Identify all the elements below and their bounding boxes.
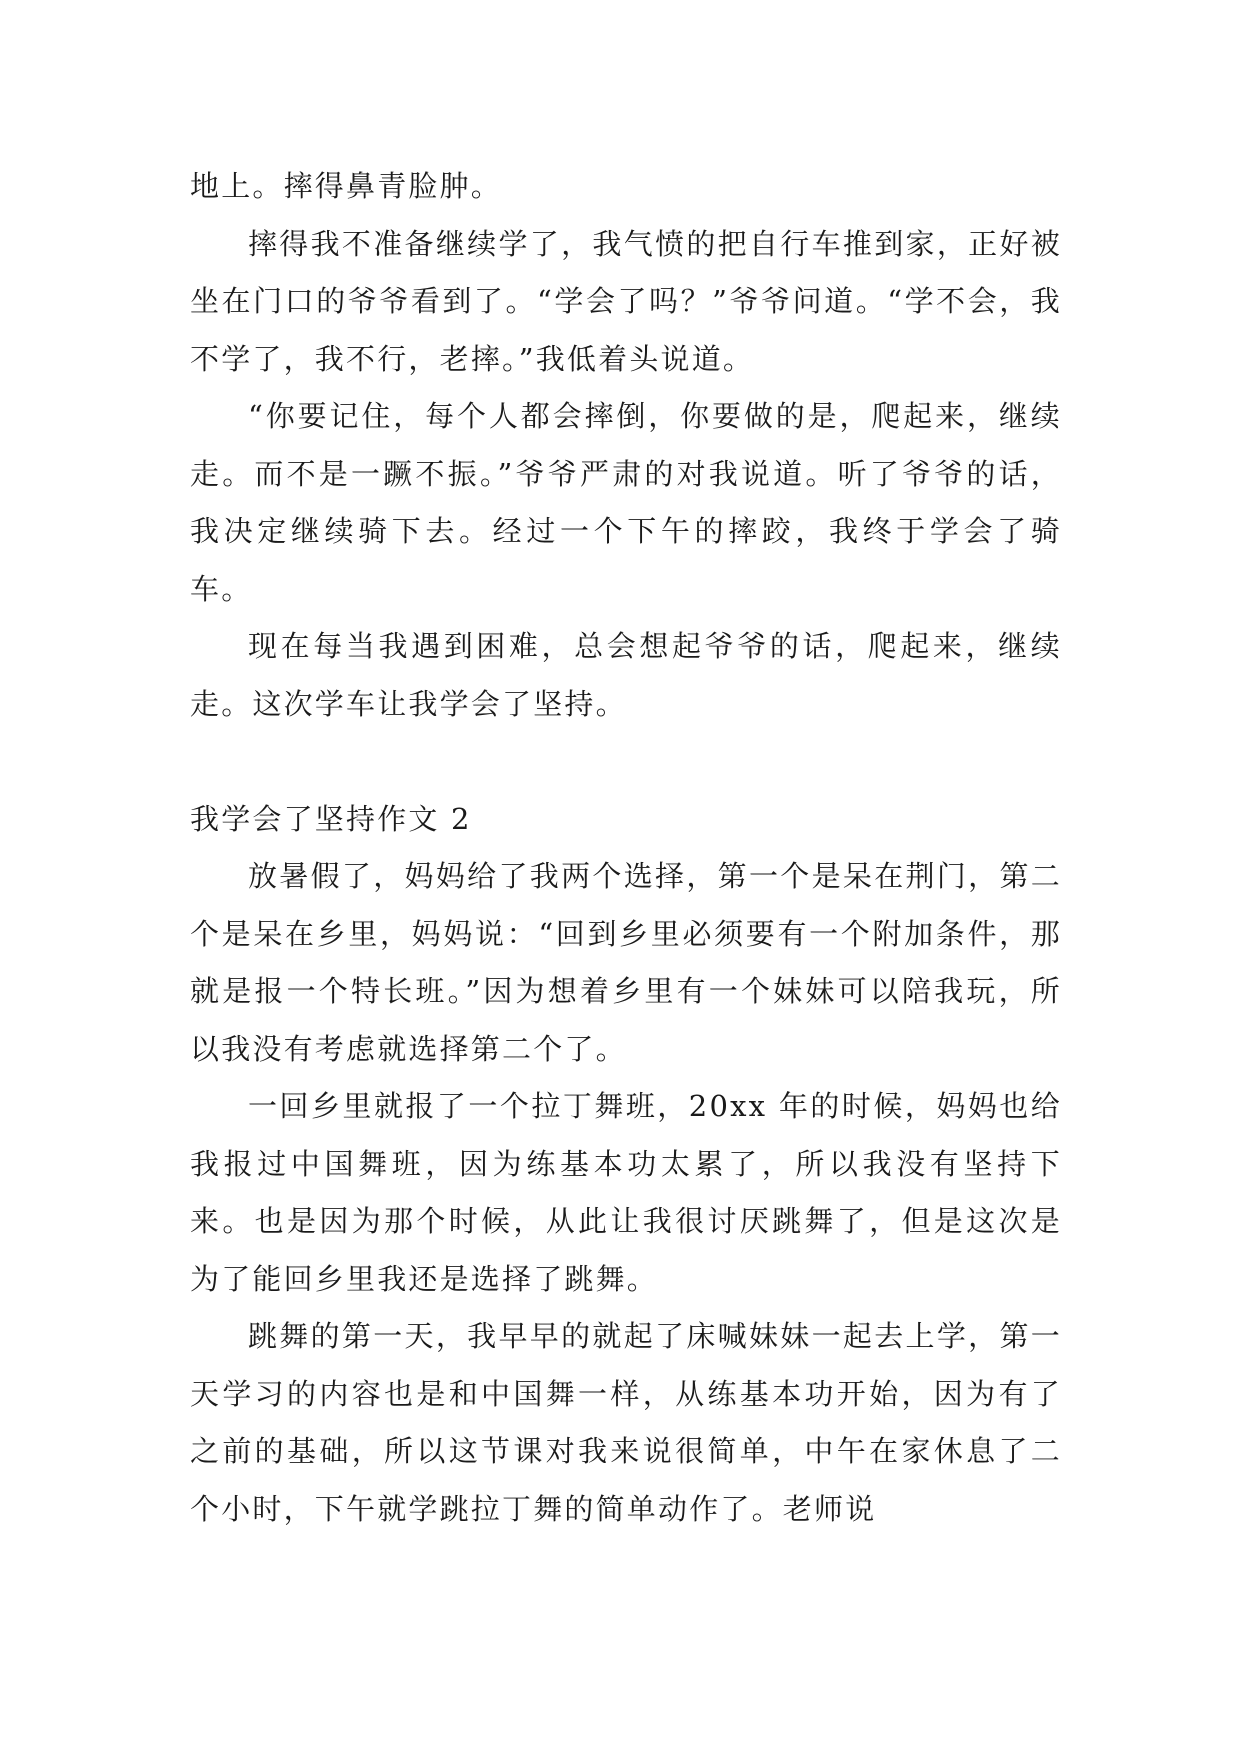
essay-2-title: 我学会了坚持作文 2 (190, 801, 472, 836)
paragraph-conclusion: 现在每当我遇到困难，总会想起爷爷的话，爬起来，继续走。这次学车让我学会了坚持。 (190, 629, 1062, 721)
paragraph-grandpa-sees: 摔得我不准备继续学了，我气愤的把自行车推到家，正好被坐在门口的爷爷看到了。“学会了吗？”爷爷问道。“学不会，我不学了，我不行，老摔。”我低着头说道。 (190, 226, 1062, 376)
paragraph-first-day: 跳舞的第一天，我早早的就起了床喊妹妹一起去上学，第一天学习的内容也是和中国舞一样，从练基本功开始，因为有了之前的基础，所以这节课对我来说很简单，中午在家休息了二个小时，下午就学跳拉丁舞的简单动作了。老师说 (190, 1319, 1062, 1526)
document-body (190, 158, 1062, 1538)
paragraph-summer-choice: 放暑假了，妈妈给了我两个选择，第一个是呆在荆门，第二个是呆在乡里，妈妈说：“回到乡里必须要有一个附加条件，那就是报一个特长班。”因为想着乡里有一个妹妹可以陪我玩，所以我没有考虑就选择第二个了。 (190, 859, 1062, 1066)
paragraph-continuation: 地上。摔得鼻青脸肿。 (190, 169, 503, 203)
paragraph-dance-class: 一回乡里就报了一个拉丁舞班，20xx 年的时候，妈妈也给我报过中国舞班，因为练基本功太累了，所以我没有坚持下来。也是因为那个时候，从此让我很讨厌跳舞了，但是这次是为了能回乡里我还是选择了跳舞。 (190, 1089, 1062, 1296)
paragraph-grandpa-advice: “你要记住，每个人都会摔倒，你要做的是，爬起来，继续走。而不是一蹶不振。”爷爷严肃的对我说道。听了爷爷的话，我决定继续骑下去。经过一个下午的摔跤，我终于学会了骑车。 (190, 399, 1062, 606)
